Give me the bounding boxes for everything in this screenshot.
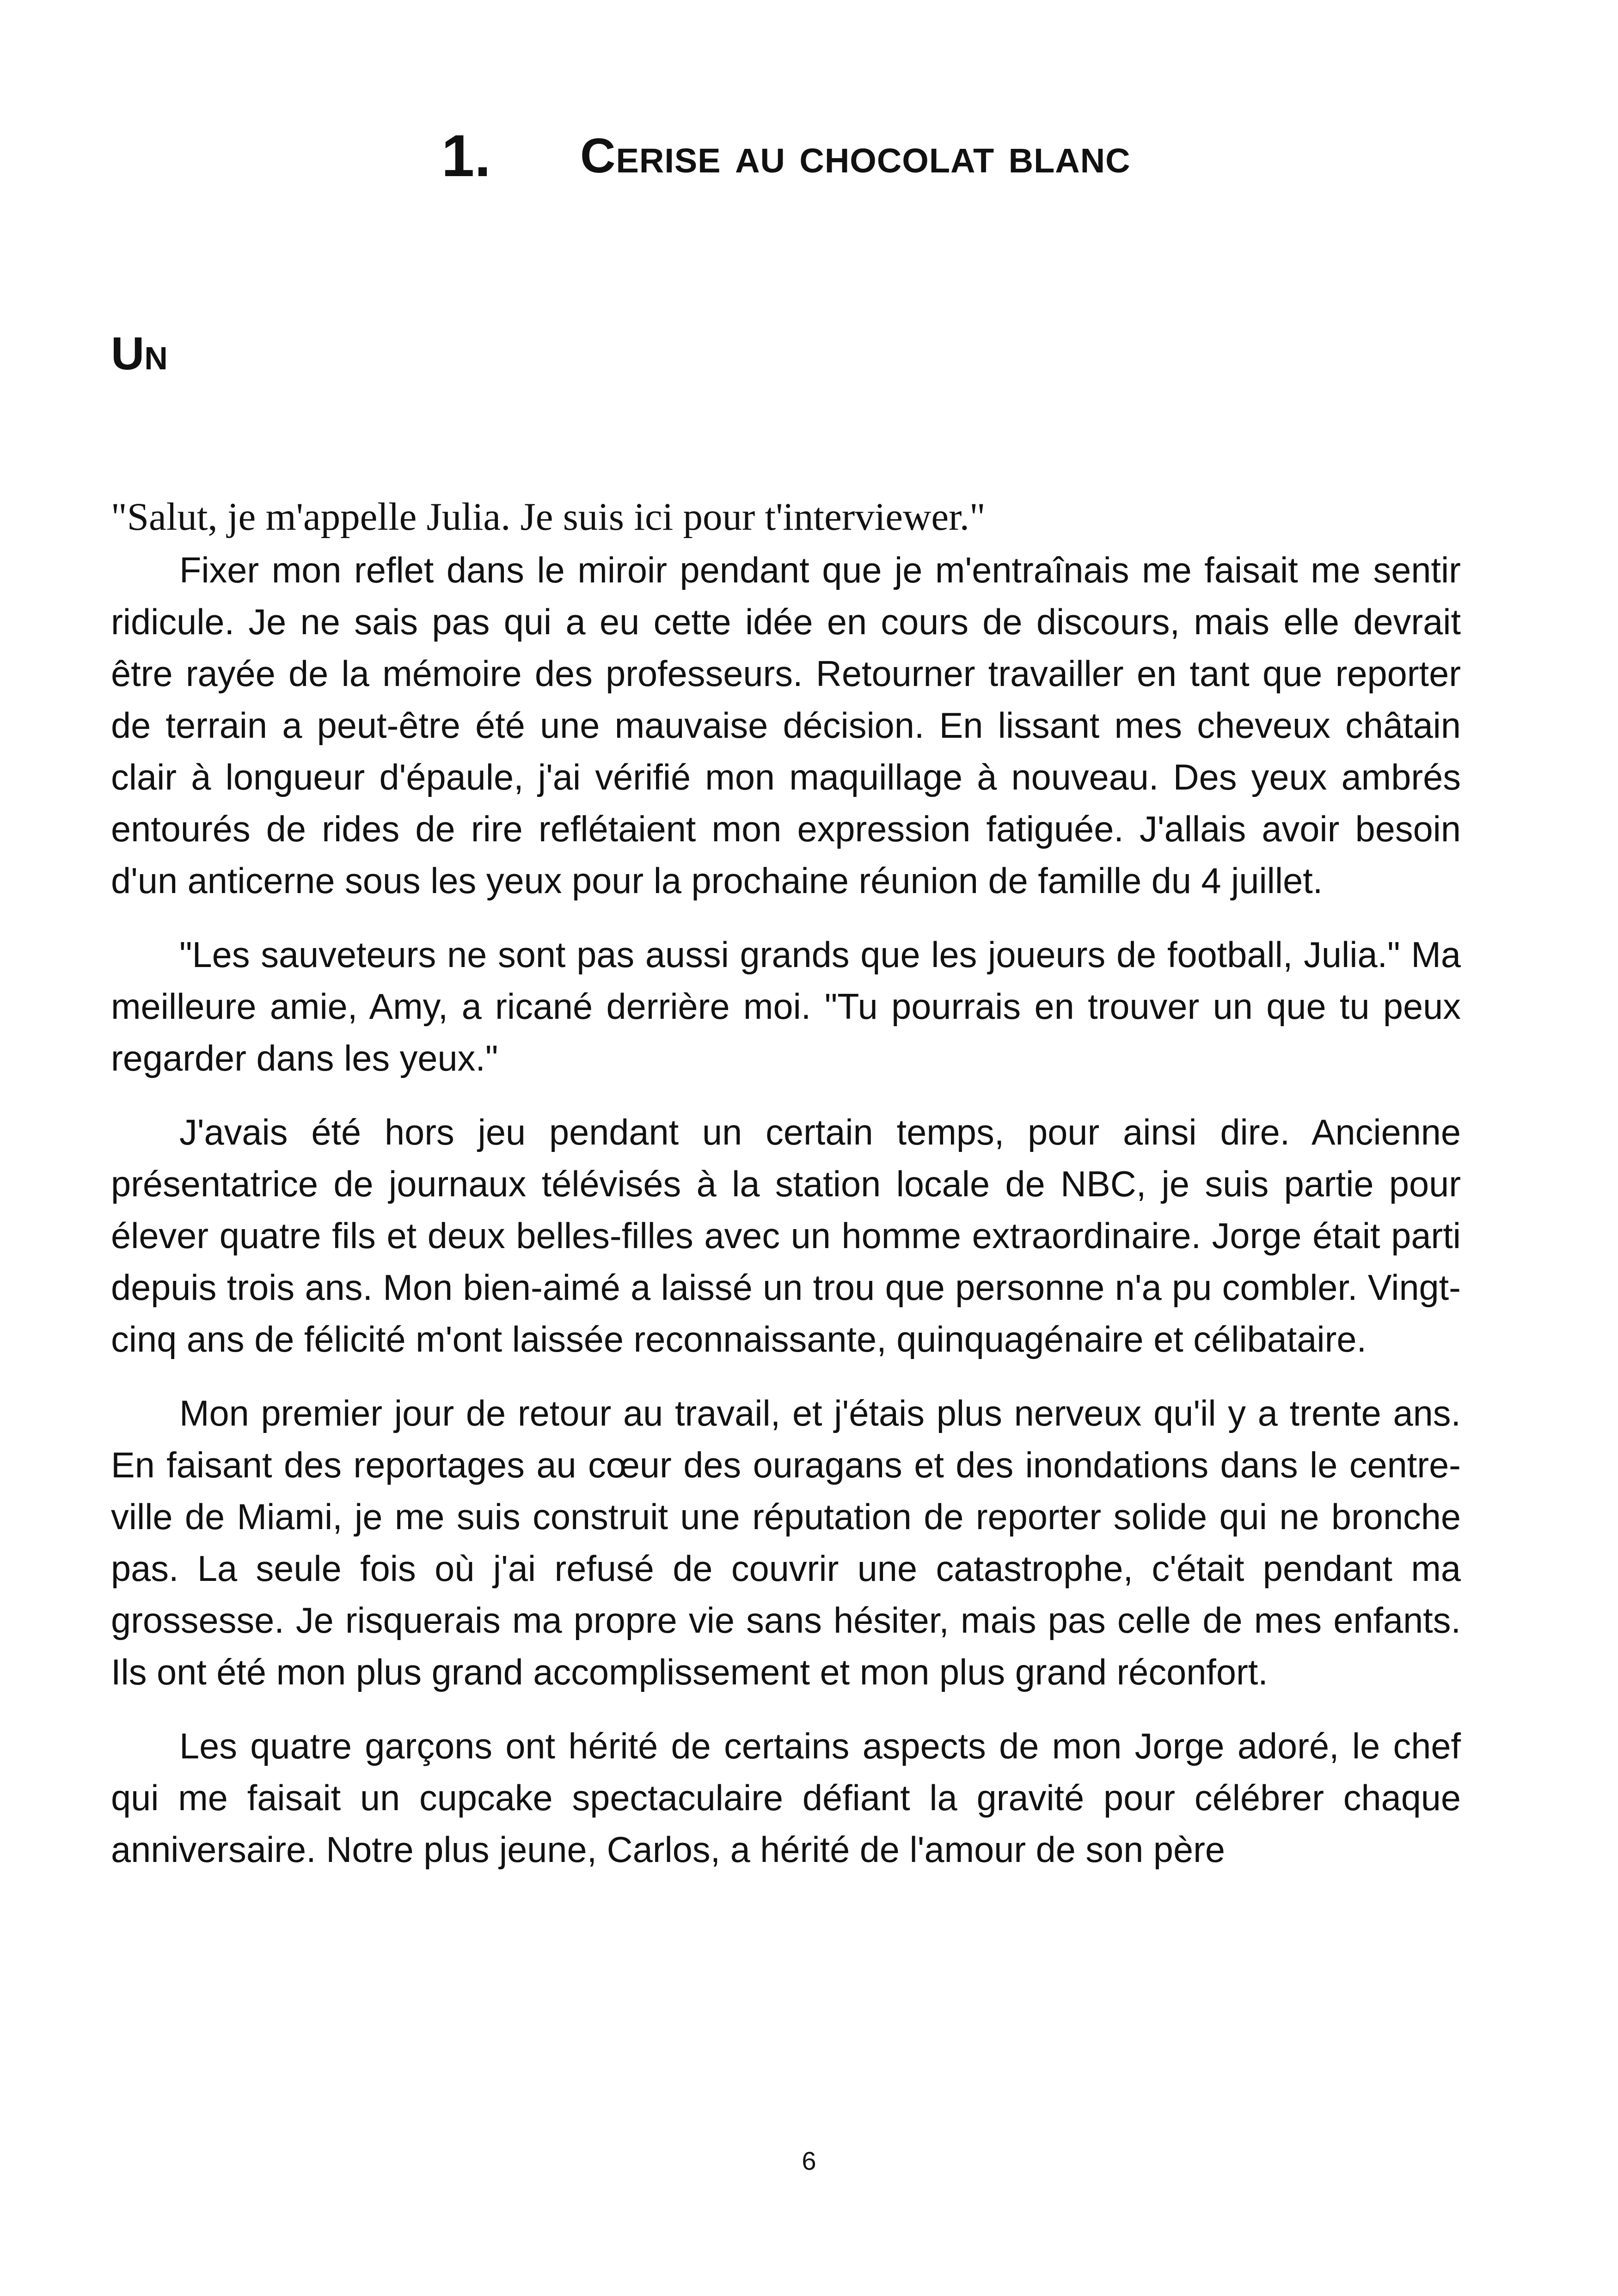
chapter-title: Cerise au chocolat blanc — [580, 128, 1131, 183]
body-text — [111, 489, 1461, 1898]
page-number: 6 — [802, 2146, 816, 2175]
opening-line: "Salut, je m'appelle Julia. Je suis ici pour t'interviewer." — [111, 495, 986, 539]
paragraph: "Les sauveteurs ne sont pas aussi grands que les joueurs de football, Julia." Ma meilleure amie, Amy, a ricané derrière moi. "Tu pourrais en trouver un que tu peux regarder dans les yeux." — [111, 935, 1461, 1078]
section-title: Un — [111, 328, 168, 380]
paragraph: Mon premier jour de retour au travail, et j'étais plus nerveux qu'il y a trente ans. En faisant des reportages au cœur des ouragans et des inondations dans le centre-ville de Miami, je me suis construit une réputation de reporter solide qui ne bronche pas. La seule fois où j'ai refusé de couvrir une catastrophe, c'était pendant ma grossesse. Je risquerais ma propre vie sans hésiter, mais pas celle de mes enfants. Ils ont été mon plus grand accomplissement et mon plus grand réconfort. — [111, 1394, 1461, 1692]
paragraph: Les quatre garçons ont hérité de certains aspects de mon Jorge adoré, le chef qui me faisait un cupcake spectaculaire défiant la gravité pour célébrer chaque anniversaire. Notre plus jeune, Carlos, a hérité de l'amour de son père — [111, 1727, 1461, 1870]
paragraph: J'avais été hors jeu pendant un certain temps, pour ainsi dire. Ancienne présentatrice de journaux télévisés à la station locale de NBC, je suis partie pour élever quatre fils et deux belles-filles avec un homme extraordinaire. Jorge était parti depuis trois ans. Mon bien-aimé a laissé un trou que personne n'a pu combler. Vingt-cinq ans de félicité m'ont laissée reconnaissante, quinquagénaire et célibataire. — [111, 1113, 1461, 1359]
chapter-number: 1. — [441, 122, 491, 189]
chapter-heading — [441, 121, 1131, 190]
paragraph: Fixer mon reflet dans le miroir pendant que je m'entraînais me faisait me sentir ridicule. Je ne sais pas qui a eu cette idée en cours de discours, mais elle devrait être rayée de la mémoire des professeurs. Retourner travailler en tant que reporter de terrain a peut-être été une mauvaise décision. En lissant mes cheveux châtain clair à longueur d'épaule, j'ai vérifié mon maquillage à nouveau. Des yeux ambrés entourés de rides de rire reflétaient mon expression fatiguée. J'allais avoir besoin d'un anticerne sous les yeux pour la prochaine réunion de famille du 4 juillet. — [111, 551, 1461, 901]
